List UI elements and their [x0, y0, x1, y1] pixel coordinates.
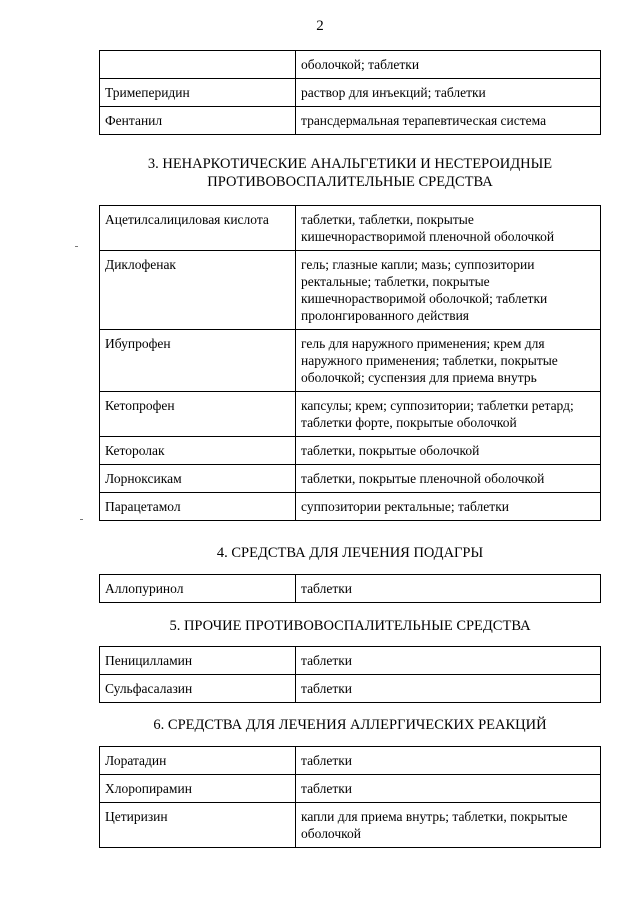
dosage-forms: оболочкой; таблетки	[296, 51, 601, 79]
dosage-forms: таблетки	[296, 775, 601, 803]
drug-name: Фентанил	[100, 107, 296, 135]
dosage-forms: трансдермальная терапевтическая система	[296, 107, 601, 135]
table-row	[100, 465, 601, 493]
table-row	[100, 392, 601, 437]
table-row	[100, 747, 601, 775]
table-row	[100, 647, 601, 675]
drug-name	[100, 51, 296, 79]
drug-table-gout	[99, 574, 601, 603]
dosage-forms: капли для приема внутрь; таблетки, покрытые оболочкой	[296, 803, 601, 848]
drug-name: Лоратадин	[100, 747, 296, 775]
section-heading-line: 4. СРЕДСТВА ДЛЯ ЛЕЧЕНИЯ ПОДАГРЫ	[216, 545, 484, 561]
section-heading-line: ПРОТИВОВОСПАЛИТЕЛЬНЫЕ СРЕДСТВА	[207, 174, 493, 190]
dosage-forms: гель для наружного применения; крем для наружного применения; таблетки, покрытые оболочкой; суспензия для приема внутрь	[296, 330, 601, 392]
table-row	[100, 675, 601, 703]
drug-name: Аллопуринол	[100, 575, 296, 603]
drug-name: Пеницилламин	[100, 647, 296, 675]
section-heading-4	[99, 544, 601, 562]
table-row	[100, 79, 601, 107]
scan-mark	[75, 246, 78, 247]
drug-name: Хлоропирамин	[100, 775, 296, 803]
table-row	[100, 206, 601, 251]
drug-name: Диклофенак	[100, 251, 296, 330]
section-heading-line: 5. ПРОЧИЕ ПРОТИВОВОСПАЛИТЕЛЬНЫЕ СРЕДСТВА	[169, 618, 531, 634]
dosage-forms: таблетки	[296, 675, 601, 703]
table-row	[100, 575, 601, 603]
table-row	[100, 775, 601, 803]
drug-name: Кетопрофен	[100, 392, 296, 437]
table-row	[100, 803, 601, 848]
section-heading-line: 3. НЕНАРКОТИЧЕСКИЕ АНАЛЬГЕТИКИ И НЕСТЕРОИДНЫЕ	[147, 156, 553, 172]
dosage-forms: гель; глазные капли; мазь; суппозитории ректальные; таблетки, покрытые кишечнорастворимой оболочкой; таблетки пролонгированного действия	[296, 251, 601, 330]
drug-name: Ацетилсалициловая кислота	[100, 206, 296, 251]
table-row	[100, 437, 601, 465]
section-heading-3	[99, 155, 601, 191]
dosage-forms: таблетки, покрытые пленочной оболочкой	[296, 465, 601, 493]
drug-table-antiallergic	[99, 746, 601, 848]
dosage-forms: раствор для инъекций; таблетки	[296, 79, 601, 107]
drug-name: Сульфасалазин	[100, 675, 296, 703]
table-row	[100, 251, 601, 330]
drug-table-opioids	[99, 50, 601, 135]
dosage-forms: таблетки	[296, 575, 601, 603]
drug-name: Цетиризин	[100, 803, 296, 848]
drug-name: Парацетамол	[100, 493, 296, 521]
scan-mark	[80, 519, 83, 520]
drug-name: Тримеперидин	[100, 79, 296, 107]
drug-name: Ибупрофен	[100, 330, 296, 392]
dosage-forms: таблетки	[296, 747, 601, 775]
section-heading-6	[99, 716, 601, 734]
dosage-forms: таблетки, покрытые оболочкой	[296, 437, 601, 465]
drug-name: Лорноксикам	[100, 465, 296, 493]
dosage-forms: таблетки, таблетки, покрытые кишечнорастворимой пленочной оболочкой	[296, 206, 601, 251]
table-row	[100, 107, 601, 135]
dosage-forms: таблетки	[296, 647, 601, 675]
table-row	[100, 330, 601, 392]
dosage-forms: капсулы; крем; суппозитории; таблетки ретард; таблетки форте, покрытые оболочкой	[296, 392, 601, 437]
drug-table-other-antiinflammatory	[99, 646, 601, 703]
section-heading-line: 6. СРЕДСТВА ДЛЯ ЛЕЧЕНИЯ АЛЛЕРГИЧЕСКИХ РЕАКЦИЙ	[153, 717, 547, 733]
section-heading-5	[99, 617, 601, 635]
page-number: 2	[316, 18, 324, 34]
table-row	[100, 493, 601, 521]
drug-table-nsaids	[99, 205, 601, 521]
dosage-forms: суппозитории ректальные; таблетки	[296, 493, 601, 521]
drug-name: Кеторолак	[100, 437, 296, 465]
table-row	[100, 51, 601, 79]
